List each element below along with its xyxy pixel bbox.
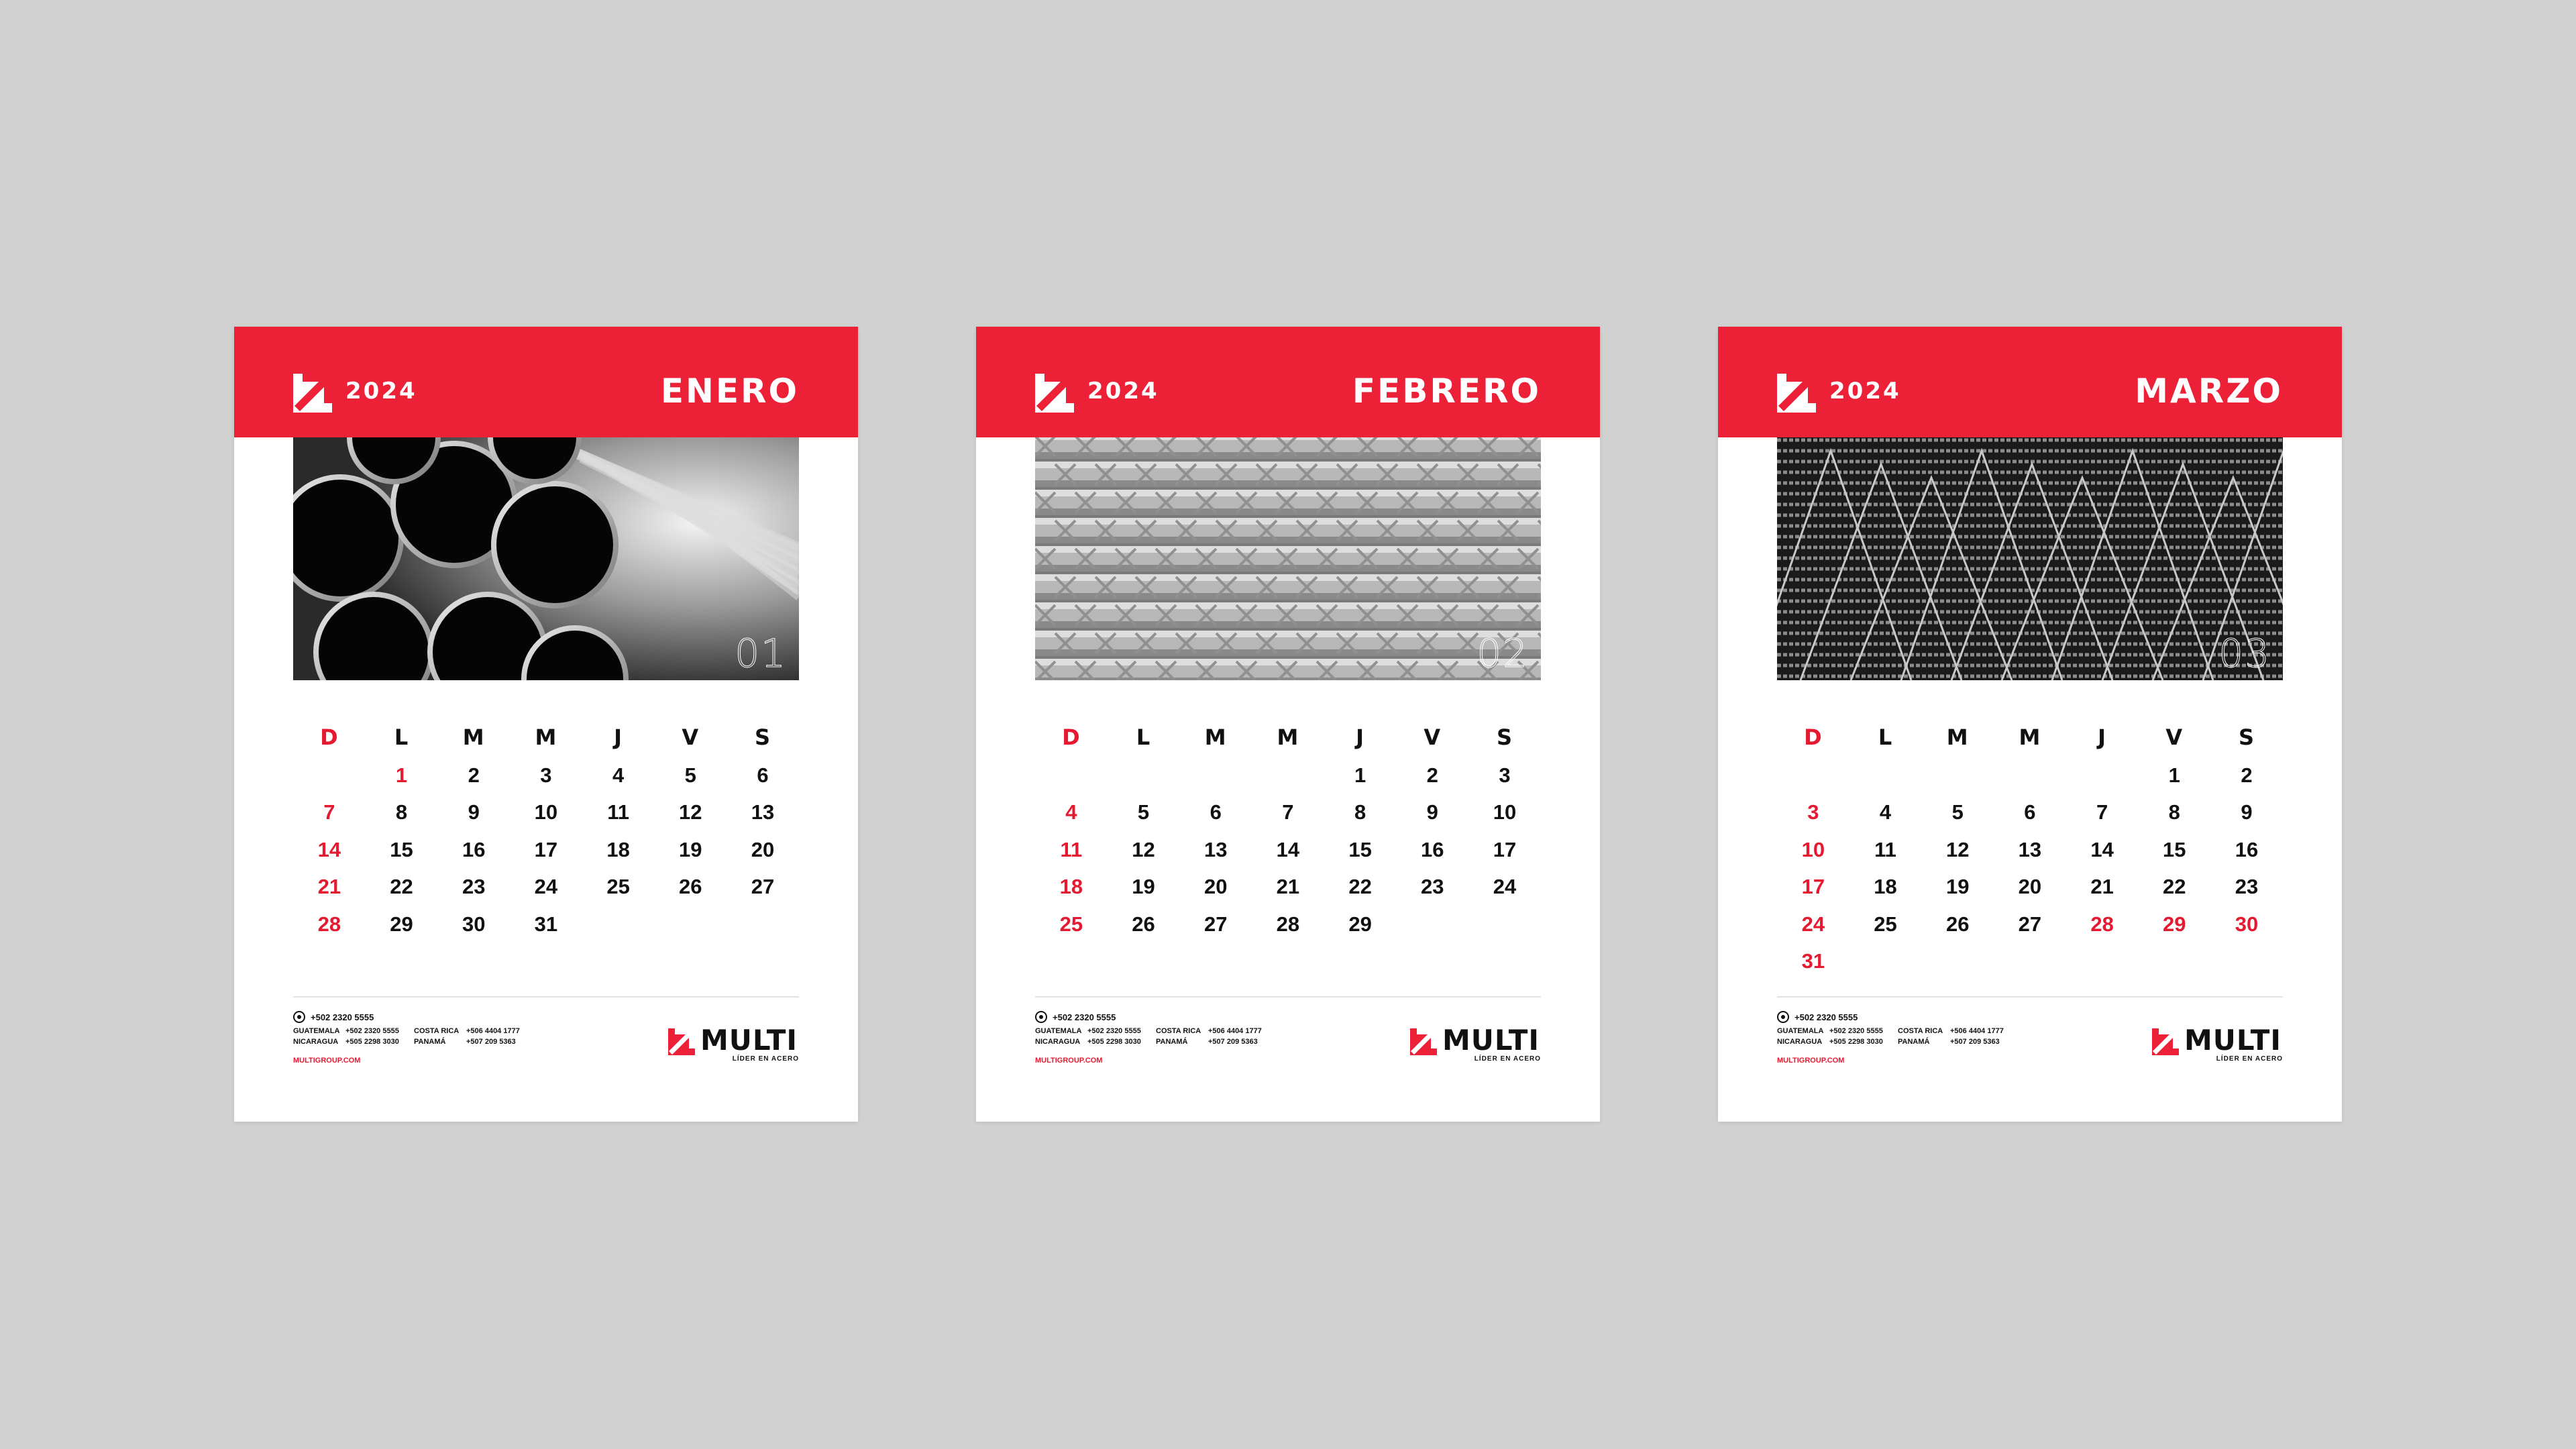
weekday-header: J: [1356, 724, 1365, 750]
calendar-page: [976, 327, 1600, 1122]
whatsapp-row: [1777, 1011, 1858, 1023]
day-cell: 16: [462, 837, 486, 861]
day-cell: 18: [1059, 875, 1083, 898]
day-cell: 22: [2163, 875, 2186, 898]
day-cell: 1: [395, 763, 408, 787]
day-cell: 21: [2090, 875, 2114, 898]
empty-cell: [1994, 757, 2066, 794]
arrow-up-right-icon: [1410, 1028, 1437, 1055]
calendar-month: ENERO: [660, 372, 799, 411]
contact-text: NICARAGUA: [293, 1038, 339, 1046]
contact-text: +506 4404 1777: [1208, 1027, 1262, 1035]
weekday-header: L: [394, 724, 409, 750]
whatsapp-icon: [1777, 1011, 1789, 1023]
arrow-up-right-icon: [1035, 374, 1074, 413]
day-cell: 4: [1065, 800, 1077, 824]
empty-cell: [1921, 757, 1994, 794]
weekday-header: M: [462, 724, 485, 750]
day-cell: 29: [1348, 912, 1372, 936]
day-cell: 10: [1493, 800, 1517, 824]
whatsapp-icon: [1035, 1011, 1047, 1023]
contact-text: NICARAGUA: [1777, 1038, 1823, 1046]
weekday-header: D: [1062, 724, 1081, 750]
month-number: 03: [2218, 631, 2271, 676]
day-cell: 16: [2235, 837, 2259, 861]
contact-text: NICARAGUA: [1035, 1038, 1081, 1046]
footer-divider: [1035, 996, 1541, 998]
day-cell: 17: [534, 837, 558, 861]
day-cell: 3: [540, 763, 552, 787]
arrow-up-right-icon: [1777, 374, 1816, 413]
calendar-year: 2024: [1087, 378, 1159, 405]
contact-text: COSTA RICA: [414, 1027, 460, 1035]
multi-logo: [2152, 1023, 2283, 1063]
day-cell: 2: [2241, 763, 2253, 787]
day-cell: 20: [751, 837, 775, 861]
day-cell: 18: [606, 837, 630, 861]
weekday-header: V: [1424, 724, 1442, 750]
weekday-header: V: [682, 724, 700, 750]
day-cell: 5: [1951, 800, 1964, 824]
day-cell: 7: [323, 800, 335, 824]
contact-text: +507 209 5363: [1208, 1038, 1258, 1046]
logo-tagline: LÍDER EN ACERO: [2216, 1055, 2283, 1063]
day-cell: 14: [1276, 837, 1300, 861]
day-cell: 28: [1276, 912, 1300, 936]
day-cell: 22: [1348, 875, 1372, 898]
day-cell: 5: [1137, 800, 1150, 824]
weekday-header: J: [614, 724, 623, 750]
empty-cell: [1777, 757, 1849, 794]
day-cell: 13: [1203, 837, 1228, 861]
calendar-header: [976, 327, 1600, 437]
weekday-header: D: [320, 724, 339, 750]
weekday-header: V: [2165, 724, 2184, 750]
day-cell: 15: [390, 837, 413, 861]
day-cell: 27: [751, 875, 775, 898]
weekday-header: L: [1878, 724, 1893, 750]
month-photo: [1035, 437, 1541, 680]
day-cell: 6: [2024, 800, 2036, 824]
day-cell: 27: [2018, 912, 2042, 936]
logo-tagline: LÍDER EN ACERO: [1474, 1055, 1541, 1063]
day-cell: 7: [2096, 800, 2108, 824]
day-cell: 25: [1874, 912, 1897, 936]
day-cell: 6: [757, 763, 769, 787]
day-cell: 26: [679, 875, 702, 898]
calendar-month: FEBRERO: [1352, 372, 1541, 411]
logo-text: MULTI: [1442, 1024, 1540, 1057]
multi-logo: [1410, 1023, 1541, 1063]
day-cell: 21: [317, 875, 341, 898]
day-cell: 28: [317, 912, 341, 936]
contact-text: PANAMÁ: [414, 1038, 446, 1046]
day-cell: 31: [1801, 949, 1825, 973]
day-cell: 14: [2090, 837, 2114, 861]
calendar-grid: [1035, 719, 1541, 943]
day-cell: 12: [1945, 837, 1970, 861]
contact-text: +502 2320 5555: [345, 1027, 399, 1035]
day-cell: 9: [2241, 800, 2253, 824]
day-cell: 20: [2018, 875, 2042, 898]
calendar-header: [234, 327, 858, 437]
day-cell: 4: [612, 763, 625, 787]
day-cell: 15: [1348, 837, 1372, 861]
calendar-page: [234, 327, 858, 1122]
calendar-footer: [293, 1011, 799, 1091]
empty-cell: [293, 757, 366, 794]
day-cell: 9: [468, 800, 480, 824]
weekday-header: M: [1277, 724, 1299, 750]
day-cell: 2: [468, 763, 480, 787]
day-cell: 28: [2090, 912, 2114, 936]
day-cell: 19: [1132, 875, 1155, 898]
whatsapp-icon: [293, 1011, 305, 1023]
day-cell: 2: [1426, 763, 1438, 787]
day-cell: 12: [679, 800, 702, 824]
day-cell: 24: [534, 875, 558, 898]
calendar-footer: [1777, 1011, 2283, 1091]
arrow-up-right-icon: [2152, 1028, 2179, 1055]
calendar-page: [1718, 327, 2342, 1122]
day-cell: 18: [1874, 875, 1897, 898]
contact-text: GUATEMALA: [293, 1027, 340, 1035]
contact-grid: [293, 1027, 527, 1046]
contact-text: +507 209 5363: [466, 1038, 516, 1046]
contact-text: +506 4404 1777: [1950, 1027, 2004, 1035]
day-cell: 4: [1879, 800, 1892, 824]
month-number: 02: [1477, 631, 1529, 676]
empty-cell: [1179, 757, 1252, 794]
day-cell: 24: [1801, 912, 1825, 936]
arrow-up-right-icon: [668, 1028, 695, 1055]
calendar-grid: [293, 719, 799, 943]
day-cell: 30: [2235, 912, 2259, 936]
day-cell: 27: [1203, 912, 1228, 936]
website-link[interactable]: MULTIGROUP.COM: [1035, 1057, 1103, 1065]
calendar-header: [1718, 327, 2342, 437]
empty-cell: [2066, 757, 2139, 794]
logo-tagline: LÍDER EN ACERO: [732, 1055, 799, 1063]
day-cell: 24: [1493, 875, 1517, 898]
weekday-header: S: [754, 724, 771, 750]
contact-grid: [1777, 1027, 2010, 1046]
day-cell: 8: [1354, 800, 1366, 824]
day-cell: 17: [1493, 837, 1517, 861]
day-cell: 13: [2018, 837, 2042, 861]
arrow-up-right-icon: [293, 374, 332, 413]
day-cell: 19: [679, 837, 702, 861]
weekday-header: L: [1136, 724, 1151, 750]
empty-cell: [1252, 757, 1324, 794]
contact-text: +502 2320 5555: [1087, 1027, 1141, 1035]
contact-text: +506 4404 1777: [466, 1027, 520, 1035]
day-cell: 11: [1874, 837, 1896, 861]
day-cell: 1: [2168, 763, 2180, 787]
day-cell: 26: [1945, 912, 1970, 936]
contact-text: PANAMÁ: [1156, 1038, 1188, 1046]
day-cell: 10: [534, 800, 558, 824]
day-cell: 23: [1421, 875, 1444, 898]
day-cell: 29: [390, 912, 413, 936]
day-cell: 15: [2163, 837, 2186, 861]
contact-text: GUATEMALA: [1777, 1027, 1824, 1035]
whatsapp-number: +502 2320 5555: [1053, 1012, 1116, 1022]
day-cell: 25: [1059, 912, 1083, 936]
day-cell: 8: [2168, 800, 2180, 824]
whatsapp-row: [1035, 1011, 1116, 1023]
calendar-year: 2024: [1829, 378, 1901, 405]
day-cell: 14: [317, 837, 341, 861]
contact-text: +505 2298 3030: [1829, 1038, 1883, 1046]
weekday-header: D: [1804, 724, 1823, 750]
day-cell: 31: [534, 912, 558, 936]
day-cell: 25: [606, 875, 630, 898]
day-cell: 23: [2235, 875, 2259, 898]
website-link[interactable]: MULTIGROUP.COM: [1777, 1057, 1845, 1065]
day-cell: 29: [2163, 912, 2186, 936]
contact-text: +505 2298 3030: [1087, 1038, 1141, 1046]
day-cell: 5: [684, 763, 696, 787]
empty-cell: [1035, 757, 1108, 794]
day-cell: 30: [462, 912, 486, 936]
day-cell: 1: [1354, 763, 1366, 787]
whatsapp-row: [293, 1011, 374, 1023]
contact-text: COSTA RICA: [1156, 1027, 1201, 1035]
website-link[interactable]: MULTIGROUP.COM: [293, 1057, 361, 1065]
footer-divider: [293, 996, 799, 998]
day-cell: 10: [1801, 837, 1825, 861]
whatsapp-number: +502 2320 5555: [1794, 1012, 1858, 1022]
day-cell: 7: [1282, 800, 1294, 824]
calendar-year: 2024: [345, 378, 417, 405]
contact-text: +505 2298 3030: [345, 1038, 399, 1046]
logo-text: MULTI: [700, 1024, 798, 1057]
weekday-header: M: [1204, 724, 1227, 750]
empty-cell: [1108, 757, 1180, 794]
weekday-header: S: [2238, 724, 2255, 750]
day-cell: 19: [1945, 875, 1970, 898]
day-cell: 20: [1203, 875, 1228, 898]
day-cell: 12: [1132, 837, 1155, 861]
calendar-grid: [1777, 719, 2283, 980]
contact-grid: [1035, 1027, 1269, 1046]
day-cell: 13: [751, 800, 775, 824]
multi-logo: [668, 1023, 799, 1063]
contact-text: COSTA RICA: [1898, 1027, 1943, 1035]
logo-text: MULTI: [2184, 1024, 2282, 1057]
whatsapp-number: +502 2320 5555: [311, 1012, 374, 1022]
day-cell: 8: [395, 800, 408, 824]
month-number: 01: [735, 631, 787, 676]
day-cell: 26: [1132, 912, 1155, 936]
month-photo: [293, 437, 799, 680]
calendar-footer: [1035, 1011, 1541, 1091]
day-cell: 9: [1426, 800, 1438, 824]
contact-text: +502 2320 5555: [1829, 1027, 1883, 1035]
empty-cell: [1849, 757, 1922, 794]
day-cell: 23: [462, 875, 486, 898]
weekday-header: M: [2019, 724, 2041, 750]
day-cell: 6: [1210, 800, 1222, 824]
month-photo: [1777, 437, 2283, 680]
day-cell: 16: [1421, 837, 1444, 861]
calendar-month: MARZO: [2135, 372, 2283, 411]
contact-text: GUATEMALA: [1035, 1027, 1082, 1035]
day-cell: 21: [1276, 875, 1300, 898]
weekday-header: J: [2098, 724, 2107, 750]
day-cell: 11: [607, 800, 629, 824]
day-cell: 17: [1801, 875, 1825, 898]
day-cell: 3: [1499, 763, 1511, 787]
weekday-header: S: [1496, 724, 1513, 750]
day-cell: 22: [390, 875, 413, 898]
weekday-header: M: [535, 724, 557, 750]
contact-text: PANAMÁ: [1898, 1038, 1930, 1046]
weekday-header: M: [1946, 724, 1969, 750]
day-cell: 3: [1807, 800, 1819, 824]
contact-text: +507 209 5363: [1950, 1038, 2000, 1046]
footer-divider: [1777, 996, 2283, 998]
day-cell: 11: [1060, 837, 1083, 861]
